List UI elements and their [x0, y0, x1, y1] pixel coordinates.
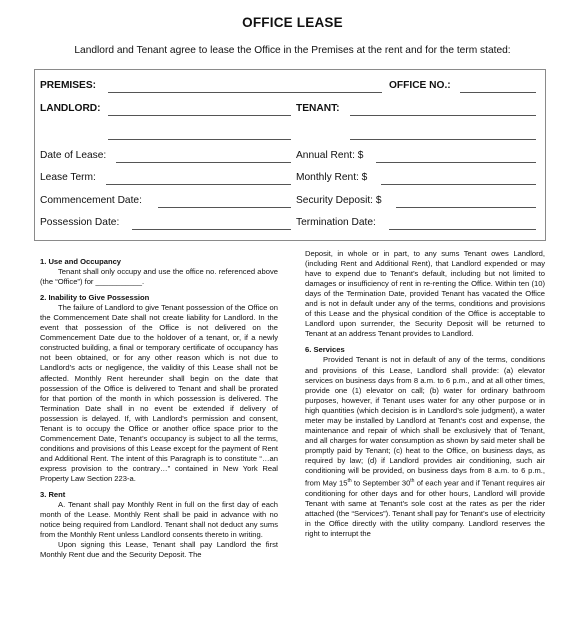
section-3-heading: 3. Rent: [40, 490, 66, 500]
document-title: OFFICE LEASE: [242, 15, 343, 30]
lease-term-label: Lease Term:: [40, 172, 96, 183]
services-text-part-1: Provided Tenant is not in default of any of the terms, conditions and provisions of this Lease, Landlord shall provide: (a) elevator services on business days from 8 a.m. to 6 p.m., and at all other times, provide one (1) elevator on call; (b) water for ordinary bathroom purposes, however, if Tenant uses water for any other purpose or in high quantities (which decision is in Landlord’s sole judgment), a water meter may be installed by Landlord at Tenant’s cost and expense, the maintenance and repair of which shall be exclusively that of Tenant, and all charges for water consumption as shown by said meter shall be promptly paid by Tenant; (c) heat to the Office, on business days, as required by law; (d) if Landlord provides air conditioning, such air conditioning will be provided, on business days from 8 a.m. to 6 p.m., from May 15: [305, 355, 545, 488]
termination-date-label: Termination Date:: [296, 217, 376, 228]
date-of-lease-field[interactable]: [116, 162, 291, 163]
left-column: [40, 257, 278, 560]
premises-field[interactable]: [108, 92, 382, 93]
landlord-field[interactable]: [108, 115, 291, 116]
lease-term-field[interactable]: [106, 184, 291, 185]
services-text-part-2: to September 30: [351, 478, 411, 488]
landlord-label: LANDLORD:: [40, 103, 101, 114]
document-intro: Landlord and Tenant agree to lease the Office in the Premises at the rent and for the term stated:: [74, 45, 511, 56]
commencement-date-field[interactable]: [158, 207, 291, 208]
superscript-th-1: th: [347, 478, 352, 485]
section-2-heading: 2. Inability to Give Possession: [40, 293, 150, 303]
deposit-continued-paragraph: Deposit, in whole or in part, to any sums Tenant owes Landlord, (including Rent and Additional Rent), that Landlord expended or may have to expend due to Tenant’s default, including but not limited to damages or insufficiency of rent in re-renting the Office. Within ten (10) days of the Termination Date, provided Tenant has vacated the Office and is not in default under any of the terms, conditions and provisions of this Lease and the physical condition of the Office is acceptable to Landlord upon surrender, the Security Deposit will be returned to Tenant at an address Tenant provides to Landlord.: [305, 249, 545, 339]
office-no-label: OFFICE NO.:: [389, 80, 451, 91]
commencement-date-label: Commencement Date:: [40, 195, 142, 206]
tenant-field[interactable]: [350, 115, 536, 116]
section-2-paragraph: The failure of Landlord to give Tenant possession of the Office on the Commencement Date shall not create liability for Landlord. In the event that possession of the Office is not delivered on the Commencement Date due to the holdover of a tenant, or, if a newly constructed building, a final or temporary certificate of occupancy has not been obtained, or for any other reason which is not due to Landlord’s acts or negligence, the validity of this Lease shall not be affected. Monthly Rent hereunder shall begin on the date that possession of the Office is delivered to Tenant and shall be prorated for that portion of the month in which possession is delivered. The Termination Date shall in no event be extended if delivery of possession is delayed. If, with Landlord’s permission and consent, Tenant is to occupy the Office or another office space prior to the Commencement Date, Tenant’s occupancy is subject to all the terms, conditions and provisions of this Lease except for the payment of Rent and Additional Rent. The intent of this Paragraph is to constitute “…an express provision to the contrary…” contained in New York Real Property Law Section 223-a.: [40, 303, 278, 483]
landlord-field-line-2[interactable]: [108, 139, 291, 140]
termination-date-field[interactable]: [389, 229, 536, 230]
services-text-part-3: of each year and if Tenant requires air conditioning for other days and for other hours, Landlord will provide Tenant with same at Tenant’s sole cost at the rates as per the rider attached (the “Services”). Tenant shall pay for Tenant’s use of electricity in the Office directly with the utility company. Landlord reserves the right to interrupt the: [305, 478, 545, 538]
monthly-rent-label: Monthly Rent: $: [296, 172, 368, 183]
tenant-label: TENANT:: [296, 103, 340, 114]
premises-label: PREMISES:: [40, 80, 97, 91]
date-of-lease-label: Date of Lease:: [40, 150, 107, 161]
possession-date-field[interactable]: [132, 229, 291, 230]
security-deposit-label: Security Deposit: $: [296, 195, 382, 206]
section-6-heading: 6. Services: [305, 345, 345, 355]
security-deposit-field[interactable]: [396, 207, 536, 208]
annual-rent-label: Annual Rent: $: [296, 150, 364, 161]
section-3-paragraph-a: A. Tenant shall pay Monthly Rent in full on the first day of each month of the Lease. Monthly Rent shall be paid in advance with no notice being required from Landlord. Tenant shall not deduct any sums from the Monthly Rent unless Landlord consents thereto in writing.: [40, 500, 278, 540]
office-no-field[interactable]: [460, 92, 536, 93]
lease-form-box: [34, 69, 546, 241]
annual-rent-field[interactable]: [376, 162, 536, 163]
right-column: [305, 249, 545, 539]
superscript-th-2: th: [410, 478, 415, 485]
section-1-paragraph: Tenant shall only occupy and use the office no. referenced above (the “Office”) for ___________.: [40, 267, 278, 287]
section-1-heading: 1. Use and Occupancy: [40, 257, 122, 266]
possession-date-label: Possession Date:: [40, 217, 120, 228]
monthly-rent-field[interactable]: [381, 184, 536, 185]
section-3-paragraph-b: Upon signing this Lease, Tenant shall pay Landlord the first Monthly Rent due and the Security Deposit. The: [40, 540, 278, 560]
section-6-paragraph: [305, 355, 545, 538]
tenant-field-line-2[interactable]: [350, 139, 536, 140]
